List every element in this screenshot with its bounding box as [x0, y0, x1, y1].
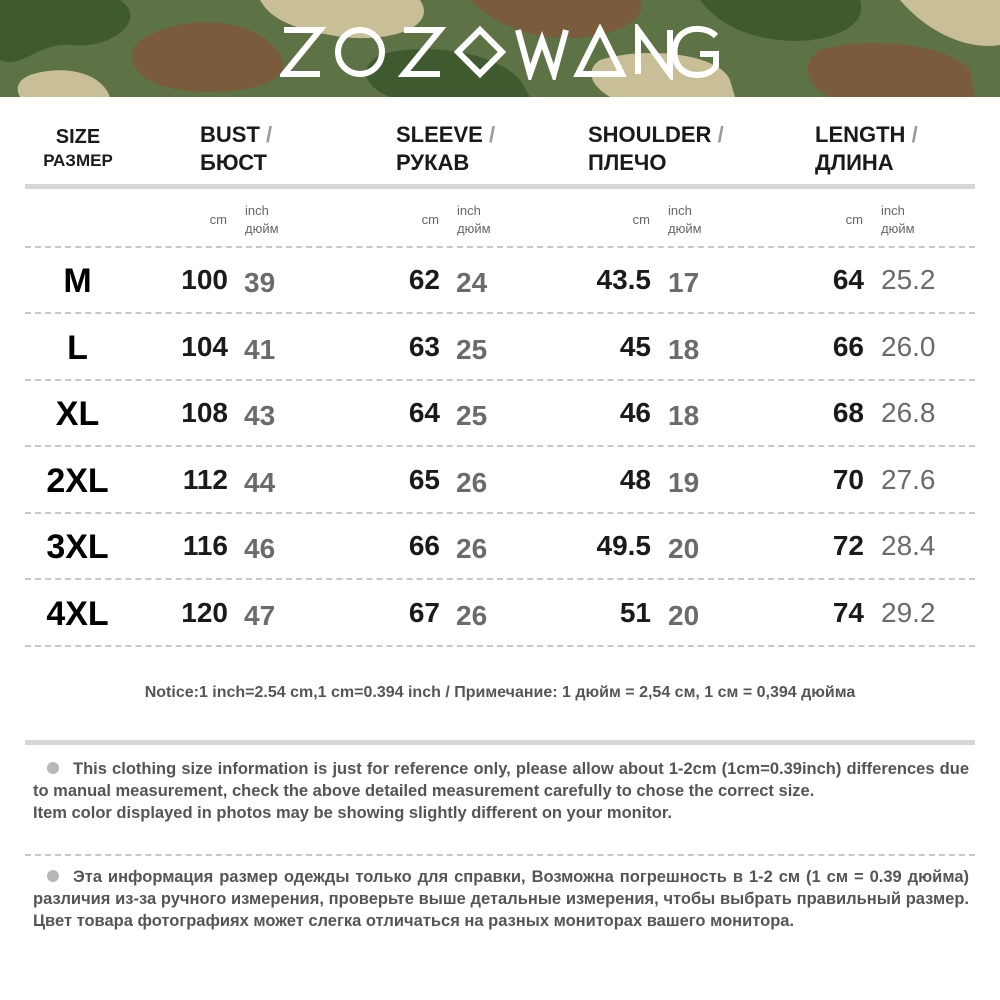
note-russian [33, 866, 969, 932]
unit-inch-en: inch [457, 203, 481, 218]
length-cm-value: 64 [832, 264, 864, 295]
header-bust-ru: БЮСТ [200, 150, 267, 175]
header-slash: / [266, 122, 273, 147]
row-divider [25, 512, 975, 514]
size-label: 4XL [46, 594, 109, 633]
row-divider [25, 312, 975, 314]
header-shoulder [588, 121, 724, 177]
bust-inch-value: 47 [244, 599, 276, 631]
header-length-en: LENGTH [815, 122, 906, 147]
unit-inch-en: inch [245, 203, 269, 218]
zozowang-logo-icon [280, 24, 720, 80]
note-english [33, 758, 969, 824]
sleeve-inch-value: 26 [456, 466, 488, 498]
shoulder-cm-value: 49.5 [596, 530, 651, 561]
unit-inch-en: inch [881, 203, 905, 218]
shoulder-cm-value: 51 [619, 596, 651, 628]
length-inch-value: 25.2 [881, 264, 936, 295]
unit-inch-ru: дюйм [881, 221, 915, 236]
length-cm-value: 72 [832, 530, 864, 561]
bullet-icon [47, 762, 59, 774]
unit-inch-ru: дюйм [668, 221, 702, 236]
shoulder-inch-value: 18 [668, 400, 700, 431]
header-size-ru: РАЗМЕР [43, 151, 113, 170]
unit-cm-label: cm [845, 212, 863, 227]
sleeve-cm-value: 64 [408, 397, 440, 428]
size-label: 2XL [46, 461, 109, 500]
bust-inch-value: 39 [244, 267, 276, 298]
length-cm-value: 66 [832, 330, 864, 362]
shoulder-cm-value: 45 [619, 330, 651, 362]
header-slash: / [488, 122, 496, 147]
length-cm-value: 68 [832, 397, 864, 428]
header-sleeve [396, 121, 495, 177]
size-label: L [67, 328, 88, 367]
note-english-line2: Item color displayed in photos may be showing slightly different on your monitor. [33, 804, 672, 822]
bust-cm-value: 108 [181, 397, 228, 428]
length-cm-value: 74 [832, 596, 864, 628]
header-size-en: SIZE [55, 126, 101, 148]
bullet-icon [47, 870, 59, 882]
shoulder-cm-value: 43.5 [596, 264, 651, 295]
header-slash: / [911, 122, 918, 147]
note-english-line1: This clothing size information is just for reference only, please allow about 1-2cm (1cm=0.39inch) differences due to manual measurement, check the above detailed measurement carefully to chose the correct size. [33, 760, 969, 800]
brand-banner [0, 0, 1000, 97]
size-label: M [63, 262, 92, 300]
note-russian-text: Эта информация размер одежды только для справки, Возможна погрешность в 1-2 см (1 см = 0.39 дюйма) различия из-за ручного измерения, проверьте выше детальные измерения, чтобы выбрать правильный размер. Цвет товара фотографиях может слегка отличаться на разных мониторах вашего монитора. [33, 868, 969, 930]
header-shoulder-en: SHOULDER [588, 122, 712, 147]
notes-divider [25, 740, 975, 745]
header-length [815, 121, 918, 177]
header-sleeve-ru: РУКАВ [396, 150, 470, 175]
bust-cm-value: 112 [182, 463, 228, 495]
bust-cm-value: 104 [181, 330, 228, 362]
length-inch-value: 26.0 [881, 330, 936, 362]
unit-inch-label [457, 202, 491, 238]
header-bust [200, 121, 272, 177]
shoulder-inch-value: 18 [668, 333, 700, 365]
sleeve-inch-value: 26 [456, 599, 488, 631]
length-inch-value: 27.6 [881, 463, 936, 495]
size-label: XL [55, 395, 100, 433]
header-bust-en: BUST [200, 122, 260, 147]
notes-separator [25, 854, 975, 856]
sleeve-cm-value: 65 [408, 463, 440, 495]
unit-inch-ru: дюйм [245, 221, 279, 236]
length-inch-value: 28.4 [881, 530, 936, 561]
bust-inch-value: 44 [244, 466, 276, 498]
bust-inch-value: 41 [244, 333, 276, 365]
unit-cm-label: cm [209, 212, 227, 227]
brand-logo [0, 22, 1000, 82]
shoulder-cm-value: 48 [619, 463, 651, 495]
unit-inch-ru: дюйм [457, 221, 491, 236]
row-divider [25, 578, 975, 580]
sleeve-inch-value: 26 [456, 533, 488, 564]
unit-inch-label [668, 202, 702, 238]
sleeve-cm-value: 67 [408, 596, 440, 628]
length-inch-value: 26.8 [881, 397, 936, 428]
row-divider [25, 445, 975, 447]
shoulder-inch-value: 20 [668, 599, 700, 631]
header-divider [25, 184, 975, 189]
size-label: 3XL [46, 528, 109, 566]
bust-inch-value: 43 [244, 400, 276, 431]
unit-cm-label: cm [632, 212, 650, 227]
sleeve-inch-value: 24 [456, 267, 488, 298]
row-divider [25, 645, 975, 647]
length-inch-value: 29.2 [881, 596, 936, 628]
bust-inch-value: 46 [244, 533, 276, 564]
header-slash: / [717, 122, 724, 147]
header-size [38, 124, 118, 172]
header-shoulder-ru: ПЛЕЧО [588, 150, 667, 175]
unit-inch-label [881, 202, 915, 238]
header-length-ru: ДЛИНА [815, 150, 894, 175]
sleeve-cm-value: 62 [408, 264, 440, 295]
bust-cm-value: 100 [181, 264, 228, 295]
bust-cm-value: 120 [181, 596, 228, 628]
length-cm-value: 70 [832, 463, 864, 495]
header-sleeve-en: SLEEVE [396, 122, 483, 147]
shoulder-inch-value: 19 [668, 466, 700, 498]
shoulder-inch-value: 20 [668, 533, 700, 564]
shoulder-cm-value: 46 [619, 397, 651, 428]
sleeve-inch-value: 25 [456, 400, 488, 431]
row-divider [25, 379, 975, 381]
conversion-notice: Notice:1 inch=2.54 cm,1 cm=0.394 inch / Примечание: 1 дюйм = 2,54 см, 1 см = 0,394 дюйма [144, 684, 856, 701]
sleeve-cm-value: 66 [408, 530, 440, 561]
shoulder-inch-value: 17 [668, 267, 700, 298]
unit-inch-label [245, 202, 279, 238]
unit-inch-en: inch [668, 203, 692, 218]
sleeve-cm-value: 63 [408, 330, 440, 362]
row-divider [25, 246, 975, 248]
sleeve-inch-value: 25 [456, 333, 488, 365]
bust-cm-value: 116 [182, 530, 228, 561]
unit-cm-label: cm [421, 212, 439, 227]
